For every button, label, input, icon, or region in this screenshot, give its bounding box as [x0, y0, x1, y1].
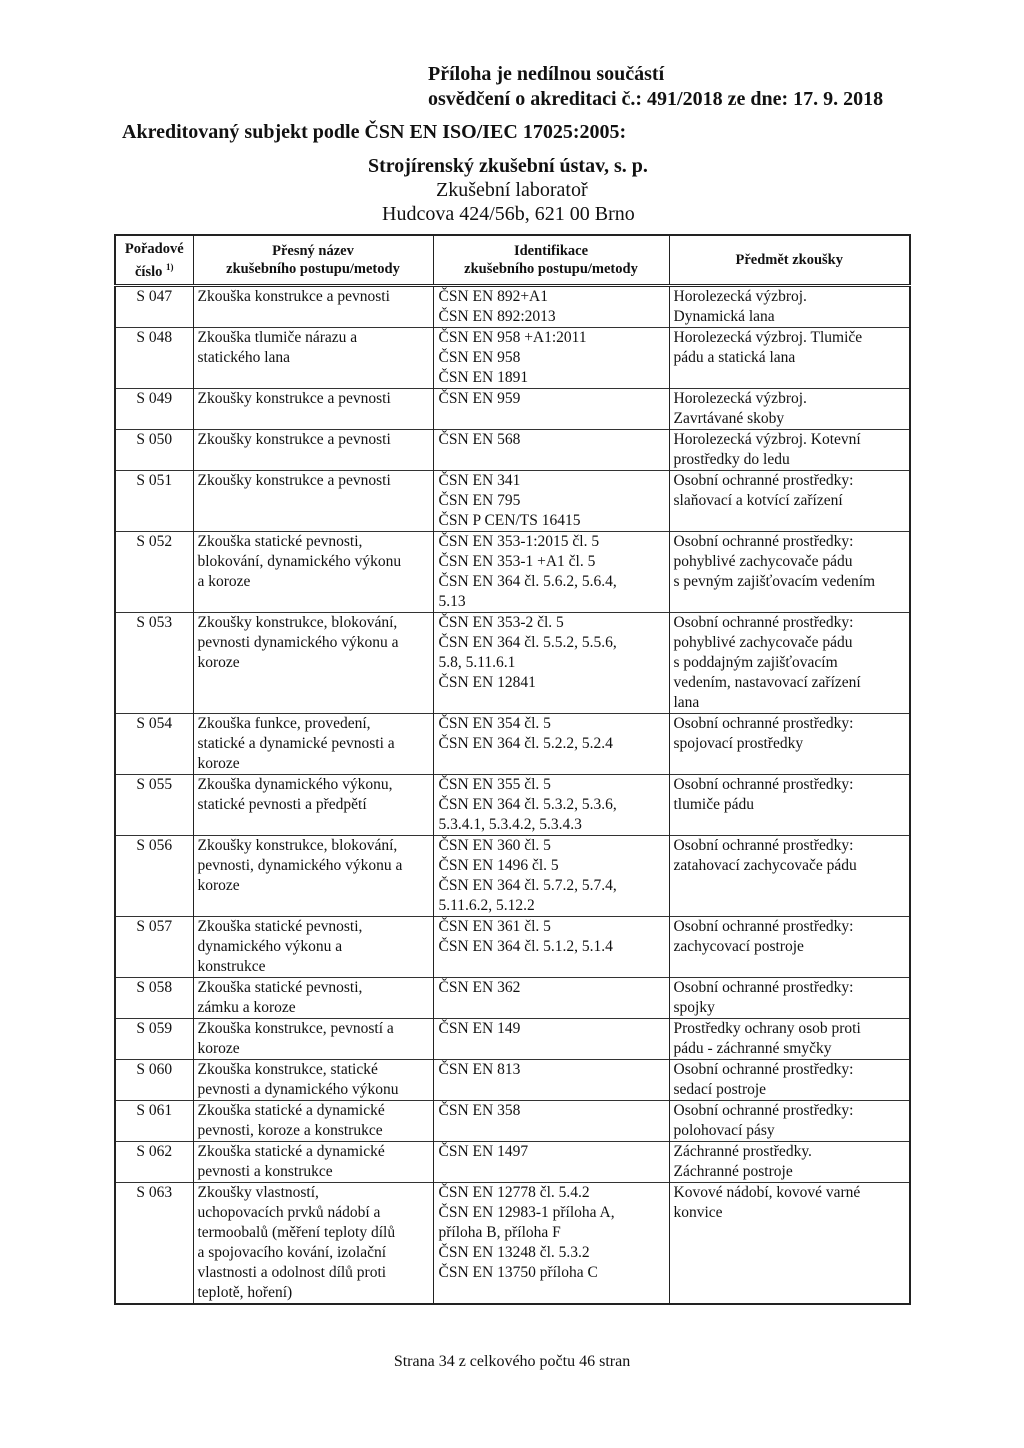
organization-name: Strojírenský zkušební ústav, s. p. [368, 155, 648, 177]
certificate-reference: osvědčení o akreditaci č.: 491/2018 ze dne: 17. 9. 2018 [428, 88, 884, 110]
cell-subject: Osobní ochranné prostředky: sedací postroje [669, 1060, 910, 1101]
cell-number: S 047 [136, 288, 173, 305]
cell-subject: Osobní ochranné prostředky: zachycovací postroje [669, 917, 910, 978]
cell-identification: ČSN EN 355 čl. 5 ČSN EN 364 čl. 5.3.2, 5.3.6, 5.3.4.1, 5.3.4.2, 5.3.4.3 [433, 775, 669, 836]
cell-method-name: Zkouška konstrukce a pevnosti [193, 286, 433, 328]
cell-subject: Horolezecká výzbroj. Zavrtávané skoby [669, 389, 910, 430]
table-row [115, 1060, 910, 1101]
column-header-subject: Předmět zkoušky [669, 235, 910, 286]
column-header-identification: Identifikace zkušebního postupu/metody [433, 235, 669, 286]
cell-identification: ČSN EN 353-1:2015 čl. 5 ČSN EN 353-1 +A1 čl. 5 ČSN EN 364 čl. 5.6.2, 5.6.4, 5.13 [433, 532, 669, 613]
cell-subject: Osobní ochranné prostředky: slaňovací a kotvící zařízení [669, 471, 910, 532]
annex-title: Příloha je nedílnou součástí [428, 63, 665, 85]
table-row [115, 613, 910, 714]
cell-method-name: Zkouška statické a dynamické pevnosti, koroze a konstrukce [193, 1101, 433, 1142]
table-row [115, 286, 910, 328]
cell-method-name: Zkoušky vlastností, uchopovacích prvků nádobí a termoobalů (měření teploty dílů a spojovacího kování, izolační vlastnosti a odolnost dílů proti teplotě, hoření) [193, 1183, 433, 1305]
cell-subject: Horolezecká výzbroj. Tlumiče pádu a statická lana [669, 328, 910, 389]
cell-method-name: Zkouška statické pevnosti, blokování, dynamického výkonu a koroze [193, 532, 433, 613]
cell-subject: Prostředky ochrany osob proti pádu - záchranné smyčky [669, 1019, 910, 1060]
cell-number: S 060 [115, 1060, 193, 1101]
cell-identification: ČSN EN 354 čl. 5 ČSN EN 364 čl. 5.2.2, 5.2.4 [433, 714, 669, 775]
table-row [115, 532, 910, 613]
cell-subject: Osobní ochranné prostředky: zatahovací zachycovače pádu [669, 836, 910, 917]
laboratory-address: Hudcova 424/56b, 621 00 Brno [382, 203, 635, 225]
page-footer: Strana 34 z celkového počtu 46 stran [393, 1353, 631, 1370]
cell-method-name: Zkoušky konstrukce a pevnosti [193, 389, 433, 430]
cell-number: S 063 [115, 1183, 193, 1305]
cell-number: S 048 [115, 328, 193, 389]
table-row [115, 917, 910, 978]
table-row [115, 1183, 910, 1305]
cell-subject: Osobní ochranné prostředky: pohyblivé zachycovače pádu s pevným zajišťovacím vedením [669, 532, 910, 613]
accredited-subject-heading: Akreditovaný subjekt podle ČSN EN ISO/IEC 17025:2005: [122, 121, 627, 143]
cell-method-name: Zkouška statické a dynamické pevnosti a konstrukce [193, 1142, 433, 1183]
laboratory-name: Zkušební laboratoř [436, 179, 588, 201]
table-row [115, 1019, 910, 1060]
cell-subject: Osobní ochranné prostředky: spojovací prostředky [669, 714, 910, 775]
cell-identification: ČSN EN 958 +A1:2011 ČSN EN 958 ČSN EN 1891 [433, 328, 669, 389]
cell-identification: ČSN EN 360 čl. 5 ČSN EN 1496 čl. 5 ČSN EN 364 čl. 5.7.2, 5.7.4, 5.11.6.2, 5.12.2 [433, 836, 669, 917]
cell-identification: ČSN EN 362 [433, 978, 669, 1019]
cell-number: S 050 [115, 430, 193, 471]
cell-number: S 057 [115, 917, 193, 978]
cell-number: S 051 [115, 471, 193, 532]
column-header-number-label: Pořadové číslo [124, 240, 184, 280]
table-header-row [115, 235, 910, 286]
table-row [115, 714, 910, 775]
table-row [115, 430, 910, 471]
cell-number: S 053 [115, 613, 193, 714]
table-row [115, 471, 910, 532]
cell-method-name: Zkoušky konstrukce a pevnosti [193, 430, 433, 471]
cell-number: S 052 [115, 532, 193, 613]
cell-subject: Kovové nádobí, kovové varné konvice [669, 1183, 910, 1305]
cell-method-name: Zkouška konstrukce, pevností a koroze [193, 1019, 433, 1060]
cell-number: S 059 [115, 1019, 193, 1060]
cell-subject: Osobní ochranné prostředky: pohyblivé zachycovače pádu s poddajným zajišťovacím vedením, nastavovací zařízení lana [669, 613, 910, 714]
cell-number: S 054 [115, 714, 193, 775]
cell-method-name: Zkouška dynamického výkonu, statické pevnosti a předpětí [193, 775, 433, 836]
table-row [115, 836, 910, 917]
cell-subject: Horolezecká výzbroj. Kotevní prostředky do ledu [669, 430, 910, 471]
cell-identification: ČSN EN 149 [433, 1019, 669, 1060]
cell-subject: Záchranné prostředky. Záchranné postroje [669, 1142, 910, 1183]
cell-identification: ČSN EN 353-2 čl. 5 ČSN EN 364 čl. 5.5.2, 5.5.6, 5.8, 5.11.6.1 ČSN EN 12841 [433, 613, 669, 714]
cell-method-name: Zkouška konstrukce, statické pevnosti a dynamického výkonu [193, 1060, 433, 1101]
cell-identification: ČSN EN 358 [433, 1101, 669, 1142]
cell-identification: ČSN EN 361 čl. 5 ČSN EN 364 čl. 5.1.2, 5.1.4 [433, 917, 669, 978]
cell-subject: Osobní ochranné prostředky: spojky [669, 978, 910, 1019]
cell-method-name: Zkouška tlumiče nárazu a statického lana [193, 328, 433, 389]
cell-number: S 055 [115, 775, 193, 836]
cell-method-name: Zkoušky konstrukce, blokování, pevnosti, dynamického výkonu a koroze [193, 836, 433, 917]
cell-identification: ČSN EN 1497 [433, 1142, 669, 1183]
cell-identification: ČSN EN 568 [433, 430, 669, 471]
cell-method-name: Zkoušky konstrukce, blokování, pevnosti dynamického výkonu a koroze [193, 613, 433, 714]
cell-method-name: Zkouška funkce, provedení, statické a dynamické pevnosti a koroze [193, 714, 433, 775]
table-row [115, 1101, 910, 1142]
footnote-marker: 1) [166, 261, 174, 272]
test-methods-table [114, 234, 911, 1305]
cell-identification: ČSN EN 959 [433, 389, 669, 430]
cell-number: S 056 [115, 836, 193, 917]
table-row [115, 978, 910, 1019]
cell-number: S 058 [115, 978, 193, 1019]
cell-subject: Horolezecká výzbroj. Dynamická lana [669, 286, 910, 328]
cell-identification: ČSN EN 892+A1 ČSN EN 892:2013 [433, 286, 669, 328]
cell-method-name: Zkouška statické pevnosti, zámku a koroze [193, 978, 433, 1019]
cell-subject: Osobní ochranné prostředky: tlumiče pádu [669, 775, 910, 836]
table-row [115, 1142, 910, 1183]
table-row [115, 775, 910, 836]
column-header-name: Přesný název zkušebního postupu/metody [193, 235, 433, 286]
cell-subject: Osobní ochranné prostředky: polohovací pásy [669, 1101, 910, 1142]
cell-method-name: Zkoušky konstrukce a pevnosti [193, 471, 433, 532]
cell-identification: ČSN EN 341 ČSN EN 795 ČSN P CEN/TS 16415 [433, 471, 669, 532]
table-body [115, 286, 910, 1305]
cell-number: S 049 [115, 389, 193, 430]
column-header-number [115, 235, 193, 286]
cell-identification: ČSN EN 813 [433, 1060, 669, 1101]
cell-identification: ČSN EN 12778 čl. 5.4.2 ČSN EN 12983-1 příloha A, příloha B, příloha F ČSN EN 13248 čl. 5.3.2 ČSN EN 13750 příloha C [433, 1183, 669, 1305]
cell-number: S 061 [115, 1101, 193, 1142]
cell-number: S 062 [115, 1142, 193, 1183]
table-row [115, 328, 910, 389]
table-row [115, 389, 910, 430]
cell-method-name: Zkouška statické pevnosti, dynamického výkonu a konstrukce [193, 917, 433, 978]
